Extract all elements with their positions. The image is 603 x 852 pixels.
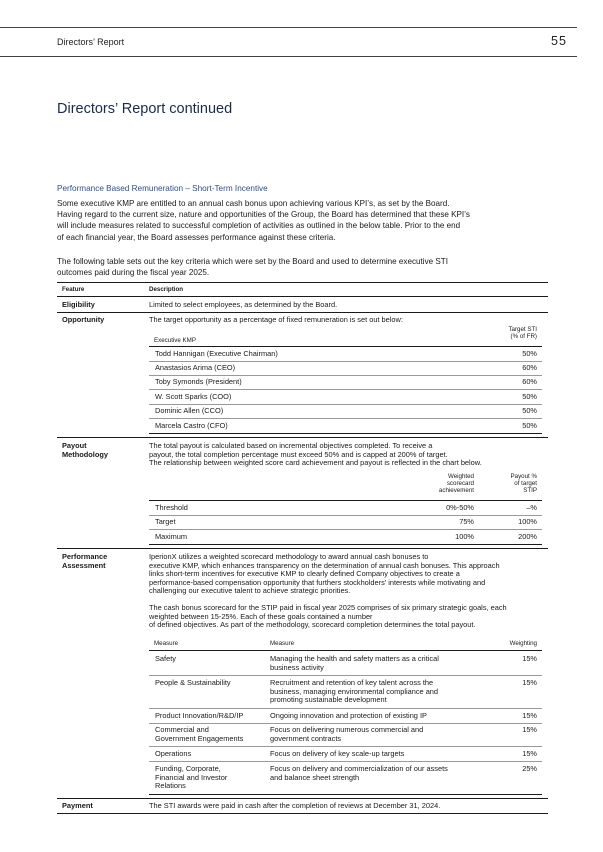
measure-description-line: business activity	[270, 662, 324, 672]
performance-text-line: challenging our executive talent to achieve strategic priorities.	[149, 586, 351, 596]
row-rule	[57, 437, 548, 438]
header-section-title: Directors’ Report	[57, 37, 125, 47]
measure-description-line: Focus on delivery and commercialization of our assets	[270, 764, 448, 773]
measure-weighting: 15%	[522, 654, 537, 663]
subtable-row-rule	[149, 515, 542, 516]
measure-name	[155, 750, 191, 759]
measure-description	[270, 655, 439, 672]
measure-name-line: Operations	[155, 749, 192, 758]
header-rule	[57, 296, 548, 297]
performance-text	[149, 553, 554, 596]
target-sti-header-line: (% of FR)	[510, 333, 537, 341]
eligibility-text: Limited to select employees, as determined by the Board.	[149, 300, 338, 309]
subtable-header-rule	[149, 650, 542, 651]
measure-weighting: 15%	[522, 725, 537, 734]
measure-description	[270, 750, 404, 759]
subtable-row-rule	[149, 418, 542, 419]
kmp-target: 50%	[522, 421, 537, 430]
measure-description	[270, 679, 438, 705]
measure-description	[270, 765, 448, 782]
measure-description	[270, 712, 427, 721]
subtable-row-rule	[149, 375, 542, 376]
payout-level: Maximum	[155, 532, 188, 541]
payment-label: Payment	[62, 801, 93, 810]
payout-percent-header	[480, 473, 537, 495]
header-top-rule	[0, 27, 577, 28]
intro-line: will include measures related to successful completion of activities as outlined in the below table. Prior to the end	[57, 221, 461, 231]
payout-achievement: 100%	[455, 532, 474, 541]
payout-level: Threshold	[155, 503, 188, 512]
measure-name-line: Safety	[155, 654, 176, 663]
measure-name	[155, 712, 243, 721]
weighted-achievement-header	[400, 473, 474, 495]
measure-name	[155, 765, 227, 791]
subtable-bottom-rule	[149, 433, 542, 434]
measure-description-line: Ongoing innovation and protection of existing IP	[270, 711, 427, 720]
performance-text-line: IperionX utilizes a weighted scorecard methodology to award annual cash bonuses to	[149, 552, 429, 561]
header-line: Payout %	[510, 473, 537, 480]
kmp-name: Todd Hannigan (Executive Chairman)	[155, 349, 278, 358]
header-bottom-rule	[0, 56, 577, 57]
weighting-header: Weighting	[509, 640, 537, 647]
section-heading: Performance Based Remuneration – Short-Term Incentive	[57, 184, 268, 193]
header-line: scorecard	[446, 480, 474, 488]
performance-label-line: Performance	[62, 552, 108, 561]
measure-weighting: 15%	[522, 749, 537, 758]
subtable-row-rule	[149, 746, 542, 747]
kmp-name: Anastasios Arima (CEO)	[155, 363, 236, 372]
measure-weighting: 25%	[522, 764, 537, 773]
kmp-target: 50%	[522, 406, 537, 415]
header-line: STIP	[523, 487, 537, 495]
intro-line: Some executive KMP are entitled to an annual cash bonus upon achieving various KPI’s, as set by the Board.	[57, 199, 450, 208]
measure-name-line: Funding, Corporate,	[155, 764, 221, 773]
kmp-name: Dominic Allen (CCO)	[155, 406, 224, 415]
row-rule	[57, 798, 548, 799]
subtable-header-rule	[149, 500, 542, 501]
measure-name-line: Government Engagements	[155, 733, 244, 743]
subtable-row-rule	[149, 404, 542, 405]
measure-description-line: Focus on delivery of key scale-up targets	[270, 749, 405, 758]
measure-description-line: government contracts	[270, 733, 342, 743]
table-intro-line: outcomes paid during the fiscal year 2025.	[57, 268, 210, 278]
measure-name-line: Relations	[155, 781, 186, 791]
performance-label	[62, 553, 107, 570]
target-sti-header	[470, 326, 537, 340]
payout-text-line: The total payout is calculated based on incremental objectives completed. To receive a	[149, 441, 433, 450]
measure-description-line: and balance sheet strength	[270, 772, 360, 782]
payout-text-line: The relationship between weighted score card achievement and payout is reflected in the chart below.	[149, 458, 482, 468]
subtable-row-rule	[149, 675, 542, 676]
table-intro-paragraph	[57, 256, 542, 278]
target-sti-header-line: Target STI	[508, 326, 537, 333]
eligibility-label: Eligibility	[62, 300, 95, 309]
measure-name-line: Financial and Investor	[155, 772, 228, 782]
measure-description-line: Focus on delivering numerous commercial and	[270, 725, 424, 734]
performance-text-line: of defined objectives. As part of the methodology, scorecard completion determines the total payout.	[149, 620, 476, 630]
payment-text: The STI awards were paid in cash after the completion of reviews at December 31, 2024.	[149, 801, 441, 810]
page-number: 55	[551, 34, 567, 48]
measure-description-line: Managing the health and safety matters as a critical	[270, 654, 439, 663]
page-title: Directors’ Report continued	[57, 101, 233, 117]
measure-description-line: promoting sustainable development	[270, 695, 387, 705]
opportunity-label: Opportunity	[62, 315, 105, 324]
row-rule	[57, 548, 548, 549]
payout-text-line: payout, the total completion percentage must exceed 50% and is capped at 200% of target.	[149, 449, 448, 459]
measure-weighting: 15%	[522, 711, 537, 720]
subtable-row-rule	[149, 723, 542, 724]
measure-header: Measure	[154, 640, 179, 647]
measure-description	[270, 726, 423, 743]
performance-scorecard-text	[149, 604, 554, 630]
payout-label-line: Payout	[62, 441, 87, 450]
performance-text-line: links short-term incentives for executive KMP to clearly defined Company objectives to create a	[149, 569, 460, 579]
row-rule	[57, 312, 548, 313]
measure-name	[155, 679, 231, 688]
intro-line: of each financial year, the Board assesses performance against these criteria.	[57, 232, 336, 242]
kmp-target: 60%	[522, 363, 537, 372]
table-intro-line: The following table sets out the key criteria which were set by the Board and used to determine executive STI	[57, 257, 448, 266]
kmp-target: 50%	[522, 349, 537, 358]
kmp-target: 60%	[522, 377, 537, 386]
executive-kmp-header: Executive KMP	[154, 337, 196, 344]
performance-label-line: Assessment	[62, 560, 106, 570]
subtable-header-rule	[149, 346, 542, 347]
subtable-row-rule	[149, 761, 542, 762]
payout-label	[62, 442, 108, 459]
kmp-name: W. Scott Sparks (COO)	[155, 392, 232, 401]
subtable-row-rule	[149, 529, 542, 530]
subtable-row-rule	[149, 389, 542, 390]
table-bottom-rule	[57, 813, 548, 814]
payout-achievement: 75%	[459, 517, 474, 526]
payout-level: Target	[155, 517, 176, 526]
header-line: achievement	[438, 487, 474, 495]
payout-percent: 200%	[518, 532, 537, 541]
performance-text-line: executive KMP, which enhances transparency on the determination of annual cash bonuses. This approach	[149, 560, 500, 570]
subtable-bottom-rule	[149, 794, 542, 795]
kmp-target: 50%	[522, 392, 537, 401]
payout-label-line: Methodology	[62, 449, 108, 459]
measure-name-line: People & Sustainability	[155, 678, 231, 687]
payout-text	[149, 442, 549, 468]
measure-weighting: 15%	[522, 678, 537, 687]
performance-text-line: weighted between 15-25%. Each of these goals contained a number	[149, 611, 373, 621]
measure-name-line: Commercial and	[155, 725, 209, 734]
intro-line: Having regard to the current size, nature and opportunities of the Group, the Board has determined that these KPI’s	[57, 210, 470, 220]
payout-percent: 100%	[518, 517, 537, 526]
kmp-name: Marcela Castro (CFO)	[155, 421, 228, 430]
intro-paragraph	[57, 198, 542, 243]
subtable-row-rule	[149, 361, 542, 362]
performance-text-line: The cash bonus scorecard for the STIP paid in fiscal year 2025 comprises of six primary strategic goals, each	[149, 603, 507, 612]
header-line: of target	[514, 480, 537, 488]
table-top-rule	[57, 282, 548, 283]
description-header: Description	[149, 286, 184, 293]
measure-description-line: business, managing environmental compliance and	[270, 686, 439, 696]
feature-header: Feature	[62, 286, 85, 293]
subtable-bottom-rule	[149, 544, 542, 545]
measure-name	[155, 655, 176, 664]
performance-text-line: performance-based compensation opportunity that furthers stockholders’ interests while motivating and	[149, 577, 486, 587]
payout-achievement: 0%-50%	[446, 503, 474, 512]
header-line: Weighted	[447, 473, 474, 480]
measure-description-line: Recruitment and retention of key talent across the	[270, 678, 434, 687]
measure-name-line: Product Innovation/R&D/IP	[155, 711, 244, 720]
opportunity-text: The target opportunity as a percentage of fixed remuneration is set out below:	[149, 315, 403, 324]
subtable-row-rule	[149, 708, 542, 709]
payout-percent: –%	[526, 503, 537, 512]
kmp-name: Toby Symonds (President)	[155, 377, 242, 386]
measure-description-header: Measure	[270, 640, 295, 647]
measure-name	[155, 726, 243, 743]
